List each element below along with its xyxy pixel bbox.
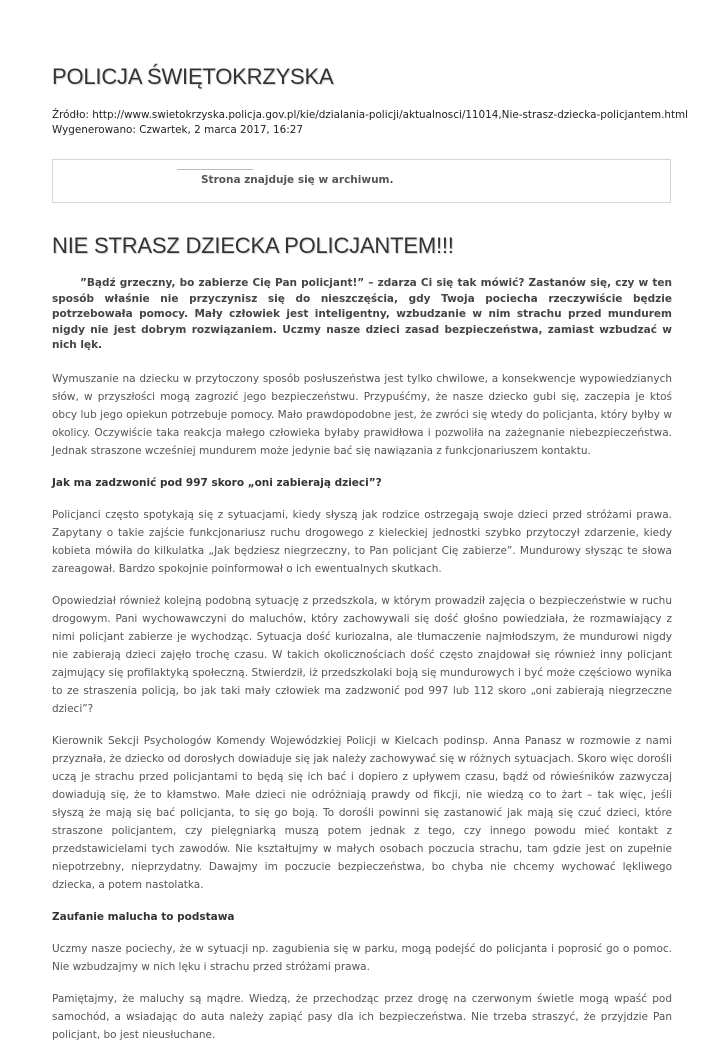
article-lead: ”Bądź grzeczny, bo zabierze Cię Pan policjant!” – zdarza Ci się tak mówić? Zastanów się, czy w ten sposób właśnie nie przyczynisz się do nieszczęścia, gdy Twoja pociecha rzeczywiście będzie potrzebowała pomocy. Mały człowiek jest inteligentny, wzbudzanie w nim strachu przed mundurem nigdy nie jest dobrym rozwiązaniem. Uczmy nasze dzieci zasad bezpieczeństwa, zamiast wzbudzać w nich lęk. — [52, 277, 672, 351]
article-title: NIE STRASZ DZIECKA POLICJANTEM!!! — [52, 233, 454, 258]
paragraph: Opowiedział również kolejną podobną sytuację z przedszkola, w którym prowadził zajęcia o bezpieczeństwie w ruchu drogowym. Pani wychowawczyni do maluchów, który zachowywali się dość głośno powiedziała, że rozmawiający z nimi policjant zabierze je wychodząc. Sytuacja dość kuriozalna, ale tłumaczenie najmłodszym, że mundurowi nigdy nie zabierają dzieci zajęło trochę czasu. W takich okolicznościach dość często znajdował się również inny policjant zajmujący się profilaktyką społeczną. Stwierdził, iż przedszkolaki boją się mundurowych i być może częściowo wynika to ze straszenia policją, bo jak taki mały człowiek ma zadzwonić pod 997 lub 112 skoro „oni zabierają niegrzeczne dzieci”? — [52, 594, 672, 715]
paragraph: Pamiętajmy, że maluchy są mądre. Wiedzą, że przechodząc przez drogę na czerwonym świetle mogą wpaść pod samochód, a wsiadając do auta należy zapiąć pasy dla ich bezpieczeństwa. Nie trzeba straszyć, że przyjdzie Pan policjant, bo jest nieusłuchane. — [52, 992, 672, 1041]
generated-line: Wygenerowano: Czwartek, 2 marca 2017, 16:27 — [52, 123, 303, 136]
section-heading: Zaufanie malucha to podstawa — [52, 910, 235, 923]
document-meta — [52, 108, 688, 137]
paragraph: Policjanci często spotykają się z sytuacjami, kiedy słyszą jak rodzice ostrzegają swoje dzieci przed stróżami prawa. Zapytany o takie zajście funkcjonariusz ruchu drogowego z kieleckiej jednostki szybko przytoczył zdarzenie, kiedy kobieta mówiła do kilkulatka „Jak będziesz niegrzeczny, to Pan policjant Cię zabierze”. Mundurowy słysząc te słowa zareagował. Bardzo spokojnie poinformował o ich ewentualnych skutkach. — [52, 508, 672, 575]
archive-message: Strona znajduje się w archiwum. — [201, 174, 394, 186]
paragraph: Kierownik Sekcji Psychologów Komendy Wojewódzkiej Policji w Kielcach podinsp. Anna Panasz w rozmowie z nami przyznała, że dziecko od dorosłych dowiaduje się jak należy zachowywać się w różnych sytuacjach. Skoro więc dorośli uczą je strachu przed policjantami to będą się ich bać i dopiero z upływem czasu, bądź od rówieśników zazwyczaj dowiadują się, że to kłamstwo. Małe dzieci nie odróżniają prawdy od fikcji, nie wiedzą co to żart – tak więc, jeśli słyszą że mają się bać policjanta, to się go boją. To dorośli powinni się zastanowić jak mają się czuć dzieci, które straszone policjantem, czy pielęgniarką muszą potem jednak z tego, czy innego powodu mieć kontakt z przedstawicielami tych zawodów. Nie kształtujmy w małych osobach poczucia strachu, tam gdzie jest on zupełnie niepotrzebny, nieprzydatny. Dawajmy im poczucie bezpieczeństwa, bo chyba nie chcemy wychować lękliwego dziecka, a potem nastolatka. — [52, 734, 672, 891]
article-body — [52, 276, 672, 1058]
paragraph: Uczmy nasze pociechy, że w sytuacji np. zagubienia się w parku, mogą podejść do policjanta i poprosić go o pomoc. Nie wzbudzajmy w nich lęku i strachu przed stróżami prawa. — [52, 942, 672, 973]
divider — [177, 169, 253, 170]
section-heading: Jak ma zadzwonić pod 997 skoro „oni zabierają dzieci”? — [52, 476, 382, 489]
paragraph: Wymuszanie na dziecku w przytoczony sposób posłuszeństwa jest tylko chwilowe, a konsekwencje wypowiedzianych słów, w przyszłości mogą zagrozić jego bezpieczeństwu. Przypuśćmy, że nasze dziecko gubi się, zaczepia je ktoś obcy lub jego opiekun potrzebuje pomocy. Mało prawdopodobne jest, że zwróci się wtedy do policjanta, który byłby w okolicy. Oczywiście taka reakcja małego człowieka byłaby prawidłowa i pozwoliła na zażegnanie niebezpieczeństwa. Jednak straszone wcześniej mundurem może jedynie bać się nawiązania z funkcjonariuszem kontaktu. — [52, 372, 672, 457]
archive-notice — [52, 159, 671, 203]
site-title: POLICJA ŚWIĘTOKRZYSKA — [52, 64, 334, 89]
source-line: Źródło: http://www.swietokrzyska.policja.gov.pl/kie/dzialania-policji/aktualnosci/11014,Nie-strasz-dziecka-policjantem.html — [52, 109, 689, 121]
